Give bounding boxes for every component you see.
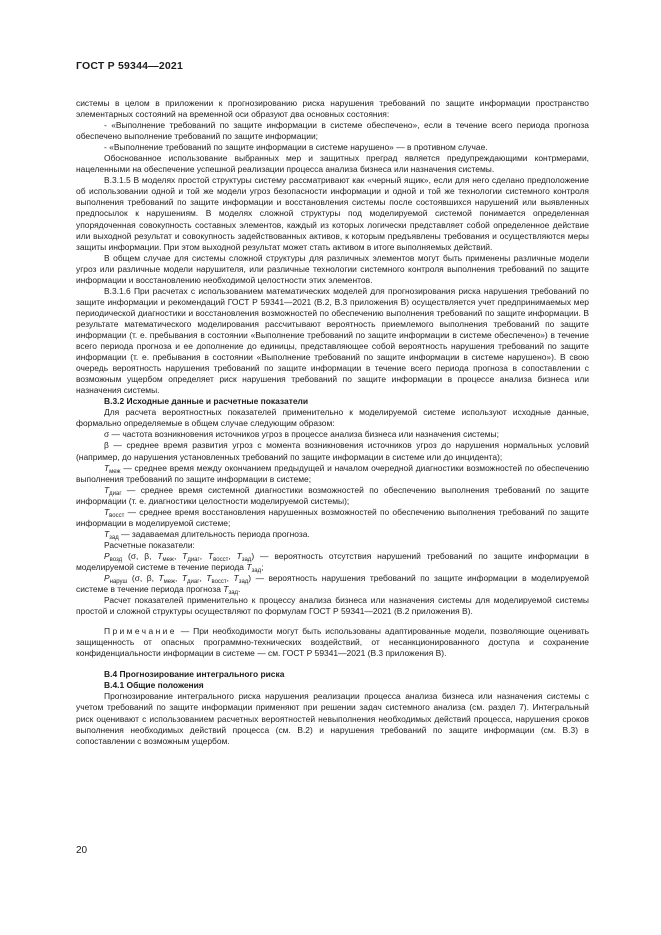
document-body — [76, 98, 589, 747]
paragraph: Расчетные показатели: — [104, 539, 195, 550]
paragraph: Обоснованное использование выбранных мер и защитных преград является предупреждающими контрмерами, нацеленными на обеспечение успешной реализации процесса анализа бизнеса или назначения системы. — [76, 153, 589, 175]
document-header: ГОСТ Р 59344—2021 — [76, 60, 184, 72]
paragraph: Для расчета вероятностных показателей применительно к моделируемой системе используют исходные данные, формально определяемые в общем случае следующим образом: — [76, 407, 589, 429]
list-item: - «Выполнение требований по защите информации в системе нарушено» — в противном случае. — [104, 142, 488, 153]
note-label: Примечание — [104, 626, 177, 637]
list-item: - «Выполнение требований по защите информации в системе обеспечено», если в течение всего периода прогноза обеспечено выполнение требований по защите информации; — [76, 120, 589, 142]
paragraph: Расчет показателей применительно к процессу анализа бизнеса или назначения системы для моделируемой системы простой и сложной структуры осуществляют по формулам ГОСТ Р 59341—2021 (В.2 приложения В). — [76, 595, 589, 617]
paragraph: системы в целом в приложении к прогнозированию риска нарушения требований по защите информации пространство элементарных состояний на временной оси образуют два основных состояния: — [76, 98, 589, 120]
section-heading: В.3.2 Исходные данные и расчетные показатели — [104, 396, 309, 407]
paragraph: В общем случае для системы сложной структуры для различных элементов могут быть применены различные модели угроз или различные модели нарушителя, или различные технологии системного контроля выполнения требований по защите информации и восстановлению необходимой целостности этих элементов. — [76, 252, 589, 285]
formula-item: $P_{наруш}$ (σ, β, $T_{меж}$, $T_{диаг}$, $T_{восст}$, $T_{зад}$) — вероятность нарушения требований по защите информации в моделируемой системе в течение периода прогноза $T_{зад}$. — [76, 573, 589, 597]
definition-item: $T_{диаг}$ — среднее время системной диагностики возможностей по обеспечению выполнения требований по защите информации (т. е. диагностики целостности моделируемой системы); — [76, 484, 589, 506]
definition-item: β — среднее время развития угроз с момента возникновения источников угроз до нарушения нормальных условий (например, до нарушения установленных требований по защите информации в системе или до инцидента); — [76, 440, 589, 462]
formula-item: $P_{возд}$ (σ, β, $T_{меж}$, $T_{диаг}$, $T_{восст}$, $T_{зад}$) — вероятность отсутствия нарушений требований по защите информации в моделируемой системе в течение периода $T_{зад}$; — [76, 550, 589, 574]
definition-item: $T_{восст}$ — среднее время восстановления нарушенных возможностей по обеспечению выполнения требований по защите информации в моделируемой системе; — [76, 506, 589, 528]
note: Примечание — При необходимости могут быть использованы адаптированные модели, позволяющие оценивать защищенность от опасных программно-технических воздействий, от несанкционированного доступа и сохранение конфиденциальности информации в системе — см. ГОСТ Р 59341—2021 (В.3 приложения В). — [76, 626, 589, 659]
paragraph: В.3.1.6 При расчетах с использованием математических моделей для прогнозирования риска нарушения требований по защите информации и рекомендаций ГОСТ Р 59341—2021 (В.2, В.3 приложения В) осуществляется учет предпринимаемых мер периодической диагностики и восстановления возможностей по обеспечению выполнения требований по защите информации. В результате математического моделирования рассчитывают вероятность приемлемого выполнения требований по защите информации (т. е. пребывания в состоянии «Выполнение требований по защите информации в системе обеспечено») в течение всего периода прогноза и ее дополнение до единицы, представляющее собой вероятность нарушения требований по защите информации (т. е. пребывания в состоянии «Выполнение требований по защите информации в системе нарушено»). В свою очередь вероятность нарушения требований по защите информации в течение всего периода прогноза в сопоставлении с возможным ущербом определяет риск нарушения требований по защите информации в процессе анализа бизнеса или назначения системы. — [76, 285, 589, 396]
definition-item: $T_{меж}$ — среднее время между окончанием предыдущей и началом очередной диагностики возможностей по обеспечению выполнения требований по защите информации в системе; — [76, 462, 589, 484]
definition-item: σ — частота возникновения источников угроз в процессе анализа бизнеса или назначения системы; — [104, 429, 499, 440]
subsection-heading: В.4.1 Общие положения — [104, 680, 204, 691]
definition-item: $T_{зад}$ — задаваемая длительность периода прогноза. — [104, 528, 310, 541]
paragraph: Прогнозирование интегрального риска нарушения реализации процесса анализа бизнеса или назначения системы с учетом требований по защите информации применяют при решении задач системного анализа (см. раздел 7). Интегральный риск оценивают с использованием расчетных вероятностей невыполнения необходимых действий процесса, нарушения сроков выполнения необходимых действий процесса (см. В.2) и нарушения требований по защите информации (см. В.3) в сопоставлении с возможным ущербом. — [76, 691, 589, 746]
page-number: 20 — [76, 845, 88, 856]
paragraph: В.3.1.5 В моделях простой структуры систему рассматривают как «черный ящик», если для него сделано предположение об использовании одной и той же модели угроз безопасности информации и одной и той же технологии системного контроля выполнения требований по защите информации и восстановления системы после состоявшихся нарушений или выявленных предпосылок к нарушениям. В моделях сложной структуры под моделируемой системой понимается определенная упорядоченная совокупность составных элементов, каждый из которых логически представляет собой определенное действие или выходной результат и совокупность задействованных активов, к которым предъявлены требования и осуществляются меры защиты информации. При этом выходной результат может стать активом в итоге выполняемых действий. — [76, 175, 589, 252]
section-heading: В.4 Прогнозирование интегрального риска — [104, 669, 285, 680]
